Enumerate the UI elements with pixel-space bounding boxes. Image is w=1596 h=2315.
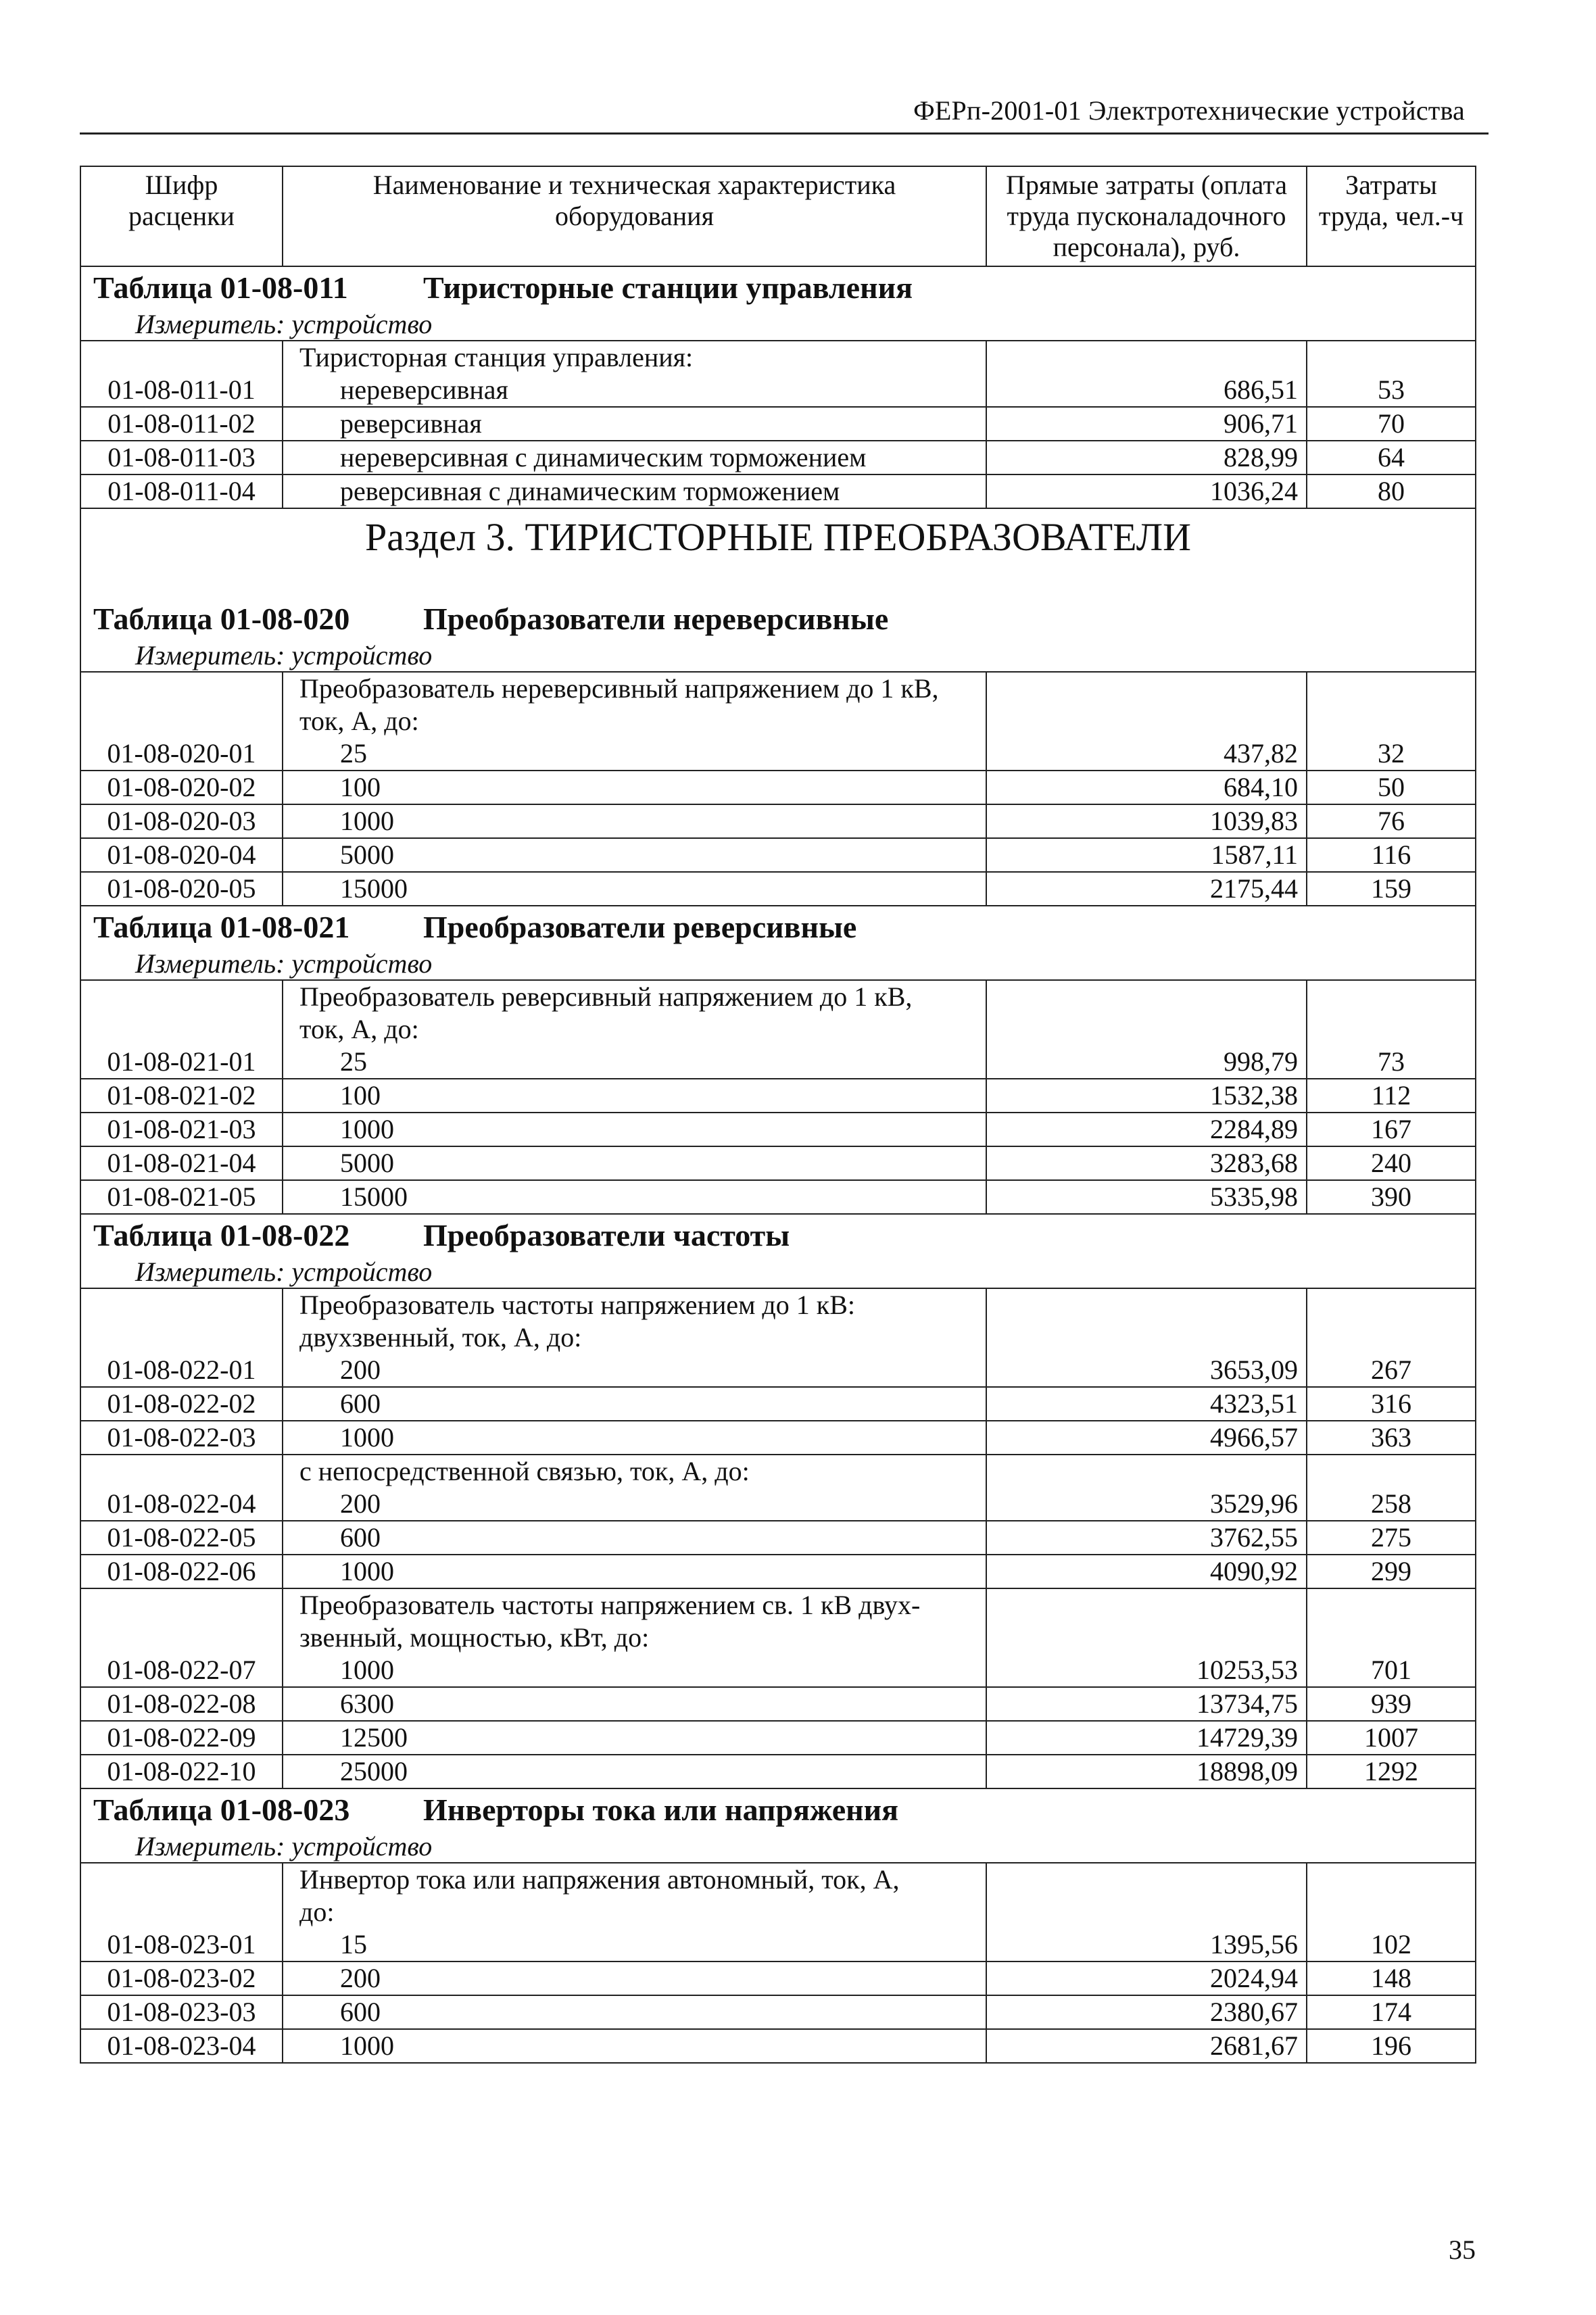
table-row [80, 1079, 1476, 1113]
table-title-row [80, 266, 1476, 309]
item-value: 600 [340, 1388, 381, 1419]
item-name [283, 407, 986, 441]
item-name [283, 771, 986, 804]
item-name [283, 1687, 986, 1721]
item-value: 25 [340, 738, 367, 769]
measure-row [80, 640, 1476, 672]
item-value: 1000 [340, 2030, 394, 2061]
section-heading-row [80, 508, 1476, 598]
labor-cost: 50 [1307, 771, 1476, 804]
direct-costs: 13734,75 [986, 1687, 1307, 1721]
labor-cost: 167 [1307, 1113, 1476, 1146]
labor-cost: 196 [1307, 2029, 1476, 2063]
table-row [80, 980, 1476, 1079]
direct-costs: 686,51 [986, 341, 1307, 407]
direct-costs: 10253,53 [986, 1588, 1307, 1687]
running-header: ФЕРп-2001-01 Электротехнические устройства [913, 95, 1465, 126]
item-name [283, 672, 986, 771]
rate-code: 01-08-022-02 [80, 1387, 283, 1421]
table-row [80, 1588, 1476, 1687]
direct-costs: 906,71 [986, 407, 1307, 441]
labor-cost: 275 [1307, 1521, 1476, 1555]
direct-costs: 3529,96 [986, 1455, 1307, 1521]
direct-costs: 4090,92 [986, 1555, 1307, 1588]
table-row [80, 1387, 1476, 1421]
table-number: Таблица 01-08-021 [93, 910, 350, 944]
table-title-row [80, 1214, 1476, 1257]
price-table [80, 166, 1476, 2064]
table-number: Таблица 01-08-011 [93, 270, 348, 305]
rate-code: 01-08-022-03 [80, 1421, 283, 1455]
measure-row [80, 309, 1476, 341]
direct-costs: 1532,38 [986, 1079, 1307, 1113]
item-value: 1000 [340, 1655, 394, 1685]
item-name [283, 1995, 986, 2029]
table-title-row [80, 598, 1476, 640]
table-number: Таблица 01-08-020 [93, 602, 350, 636]
table-row [80, 2029, 1476, 2063]
item-name [283, 341, 986, 407]
item-value: 15 [340, 1929, 367, 1959]
measure-label: Измеритель: [135, 1831, 285, 1861]
measure-label: Измеритель: [135, 948, 285, 979]
table-row [80, 1961, 1476, 1995]
labor-cost: 80 [1307, 474, 1476, 508]
table-title [80, 1214, 1476, 1257]
item-name [283, 872, 986, 906]
item-value: 200 [340, 1963, 381, 1993]
table-row [80, 441, 1476, 474]
measure-value: устройство [291, 309, 433, 339]
table-row [80, 1521, 1476, 1555]
column-header-row [80, 166, 1476, 266]
item-value: 600 [340, 1997, 381, 2027]
table-row [80, 804, 1476, 838]
labor-cost: 1007 [1307, 1721, 1476, 1755]
measure-value: устройство [291, 640, 433, 671]
table-row [80, 771, 1476, 804]
column-header-direct-costs: Прямые затраты (оплата труда пусконаладочного персонала), руб. [986, 166, 1307, 266]
group-heading-line: ток, А, до: [299, 706, 419, 736]
item-value: 25 [340, 1046, 367, 1077]
table-row [80, 1455, 1476, 1521]
direct-costs: 4323,51 [986, 1387, 1307, 1421]
measure-value: устройство [291, 1257, 433, 1287]
rate-code: 01-08-021-01 [80, 980, 283, 1079]
group-heading-line: Тиристорная станция управления: [299, 342, 694, 372]
measure-unit [80, 640, 1476, 672]
item-value: 600 [340, 1522, 381, 1553]
item-name [283, 1180, 986, 1214]
direct-costs: 684,10 [986, 771, 1307, 804]
table-row [80, 1555, 1476, 1588]
table-title-row [80, 1788, 1476, 1831]
labor-cost: 53 [1307, 341, 1476, 407]
direct-costs: 2284,89 [986, 1113, 1307, 1146]
rate-code: 01-08-022-04 [80, 1455, 283, 1521]
labor-cost: 148 [1307, 1961, 1476, 1995]
item-value: 100 [340, 772, 381, 802]
item-name [283, 1079, 986, 1113]
group-heading-line: двухзвенный, ток, А, до: [299, 1322, 582, 1353]
table-name: Преобразователи частоты [423, 1218, 790, 1252]
labor-cost: 73 [1307, 980, 1476, 1079]
measure-unit [80, 948, 1476, 980]
table-row [80, 1113, 1476, 1146]
item-name [283, 1555, 986, 1588]
item-value: нереверсивная с динамическим торможением [340, 442, 867, 472]
item-name [283, 1588, 986, 1687]
header-rule [80, 132, 1489, 135]
item-name [283, 1113, 986, 1146]
item-name [283, 2029, 986, 2063]
item-name [283, 1387, 986, 1421]
group-heading-line: Преобразователь реверсивный напряжением до 1 кВ, [299, 981, 913, 1012]
measure-unit [80, 1831, 1476, 1863]
labor-cost: 390 [1307, 1180, 1476, 1214]
table-row [80, 474, 1476, 508]
direct-costs: 1039,83 [986, 804, 1307, 838]
item-value: реверсивная [340, 408, 482, 439]
item-value: реверсивная с динамическим торможением [340, 476, 840, 506]
direct-costs: 1395,56 [986, 1863, 1307, 1961]
group-heading-line: с непосредственной связью, ток, А, до: [299, 1456, 750, 1486]
measure-label: Измеритель: [135, 640, 285, 671]
item-value: 1000 [340, 806, 394, 836]
item-name [283, 1521, 986, 1555]
item-name [283, 1755, 986, 1788]
direct-costs: 437,82 [986, 672, 1307, 771]
labor-cost: 32 [1307, 672, 1476, 771]
measure-row [80, 1257, 1476, 1288]
table-row [80, 872, 1476, 906]
rate-code: 01-08-020-01 [80, 672, 283, 771]
direct-costs: 2175,44 [986, 872, 1307, 906]
table-title [80, 906, 1476, 948]
rate-code: 01-08-020-05 [80, 872, 283, 906]
item-name [283, 1146, 986, 1180]
rate-code: 01-08-023-03 [80, 1995, 283, 2029]
rate-code: 01-08-023-01 [80, 1863, 283, 1961]
table-title-row [80, 906, 1476, 948]
rate-code: 01-08-022-09 [80, 1721, 283, 1755]
item-value: 6300 [340, 1688, 394, 1719]
item-value: 5000 [340, 839, 394, 870]
table-row [80, 1755, 1476, 1788]
table-row [80, 672, 1476, 771]
direct-costs: 2681,67 [986, 2029, 1307, 2063]
rate-code: 01-08-011-03 [80, 441, 283, 474]
item-value: 25000 [340, 1756, 408, 1786]
direct-costs: 18898,09 [986, 1755, 1307, 1788]
item-name [283, 441, 986, 474]
item-value: 1000 [340, 1422, 394, 1453]
labor-cost: 316 [1307, 1387, 1476, 1421]
rate-code: 01-08-022-01 [80, 1288, 283, 1387]
measure-unit [80, 309, 1476, 341]
item-name [283, 1721, 986, 1755]
labor-cost: 159 [1307, 872, 1476, 906]
rate-code: 01-08-021-05 [80, 1180, 283, 1214]
labor-cost: 240 [1307, 1146, 1476, 1180]
rate-code: 01-08-022-06 [80, 1555, 283, 1588]
table-number: Таблица 01-08-023 [93, 1793, 350, 1827]
item-name [283, 1288, 986, 1387]
measure-label: Измеритель: [135, 309, 285, 339]
rate-code: 01-08-011-01 [80, 341, 283, 407]
direct-costs: 3283,68 [986, 1146, 1307, 1180]
group-heading-line: ток, А, до: [299, 1014, 419, 1044]
table-row [80, 1421, 1476, 1455]
labor-cost: 174 [1307, 1995, 1476, 2029]
measure-row [80, 948, 1476, 980]
item-name [283, 474, 986, 508]
item-name [283, 1455, 986, 1521]
rate-code: 01-08-022-08 [80, 1687, 283, 1721]
table-title [80, 266, 1476, 309]
labor-cost: 112 [1307, 1079, 1476, 1113]
item-value: 200 [340, 1355, 381, 1385]
item-value: 100 [340, 1080, 381, 1111]
labor-cost: 1292 [1307, 1755, 1476, 1788]
table-row [80, 1146, 1476, 1180]
group-heading-line: до: [299, 1897, 335, 1927]
item-value: 1000 [340, 1556, 394, 1586]
table-row [80, 407, 1476, 441]
table-row [80, 341, 1476, 407]
measure-unit [80, 1257, 1476, 1288]
measure-label: Измеритель: [135, 1257, 285, 1287]
group-heading-line: Преобразователь нереверсивный напряжением до 1 кВ, [299, 673, 939, 704]
group-heading-line: звенный, мощностью, кВт, до: [299, 1622, 650, 1653]
group-heading-line: Инвертор тока или напряжения автономный, ток, А, [299, 1864, 900, 1895]
table-name: Преобразователи реверсивные [423, 910, 857, 944]
item-name [283, 980, 986, 1079]
direct-costs: 3762,55 [986, 1521, 1307, 1555]
item-value: 1000 [340, 1114, 394, 1144]
rate-code: 01-08-020-03 [80, 804, 283, 838]
labor-cost: 267 [1307, 1288, 1476, 1387]
measure-value: устройство [291, 948, 433, 979]
labor-cost: 258 [1307, 1455, 1476, 1521]
direct-costs: 14729,39 [986, 1721, 1307, 1755]
table-row [80, 1721, 1476, 1755]
labor-cost: 939 [1307, 1687, 1476, 1721]
table-title [80, 598, 1476, 640]
direct-costs: 828,99 [986, 441, 1307, 474]
item-value: 15000 [340, 873, 408, 904]
direct-costs: 2024,94 [986, 1961, 1307, 1995]
labor-cost: 363 [1307, 1421, 1476, 1455]
table-row [80, 1995, 1476, 2029]
rate-code: 01-08-021-02 [80, 1079, 283, 1113]
labor-cost: 116 [1307, 838, 1476, 872]
item-name [283, 1863, 986, 1961]
table-row [80, 1687, 1476, 1721]
direct-costs: 998,79 [986, 980, 1307, 1079]
rate-code: 01-08-023-02 [80, 1961, 283, 1995]
rate-code: 01-08-020-02 [80, 771, 283, 804]
table-name: Преобразователи нереверсивные [423, 602, 889, 636]
labor-cost: 102 [1307, 1863, 1476, 1961]
item-name [283, 838, 986, 872]
section-heading: Раздел 3. ТИРИСТОРНЫЕ ПРЕОБРАЗОВАТЕЛИ [80, 508, 1476, 598]
table-name: Инверторы тока или напряжения [423, 1793, 899, 1827]
rate-code: 01-08-022-10 [80, 1755, 283, 1788]
rate-code: 01-08-011-04 [80, 474, 283, 508]
labor-cost: 70 [1307, 407, 1476, 441]
labor-cost: 64 [1307, 441, 1476, 474]
direct-costs: 2380,67 [986, 1995, 1307, 2029]
table-row [80, 838, 1476, 872]
measure-value: устройство [291, 1831, 433, 1861]
column-header-name: Наименование и техническая характеристика оборудования [283, 166, 986, 266]
table-name: Тиристорные станции управления [423, 270, 913, 305]
item-value: 5000 [340, 1148, 394, 1178]
rate-code: 01-08-020-04 [80, 838, 283, 872]
rate-code: 01-08-023-04 [80, 2029, 283, 2063]
item-value: 15000 [340, 1181, 408, 1212]
rate-code: 01-08-022-05 [80, 1521, 283, 1555]
direct-costs: 1036,24 [986, 474, 1307, 508]
rate-code: 01-08-021-04 [80, 1146, 283, 1180]
labor-cost: 76 [1307, 804, 1476, 838]
direct-costs: 5335,98 [986, 1180, 1307, 1214]
measure-row [80, 1831, 1476, 1863]
table-row [80, 1288, 1476, 1387]
item-name [283, 1421, 986, 1455]
labor-cost: 299 [1307, 1555, 1476, 1588]
page-number: 35 [1449, 2235, 1476, 2265]
item-value: 12500 [340, 1722, 408, 1753]
item-name [283, 804, 986, 838]
rate-code: 01-08-011-02 [80, 407, 283, 441]
direct-costs: 3653,09 [986, 1288, 1307, 1387]
table-title [80, 1788, 1476, 1831]
item-name [283, 1961, 986, 1995]
table-number: Таблица 01-08-022 [93, 1218, 350, 1252]
direct-costs: 4966,57 [986, 1421, 1307, 1455]
direct-costs: 1587,11 [986, 838, 1307, 872]
rate-code: 01-08-022-07 [80, 1588, 283, 1687]
labor-cost: 701 [1307, 1588, 1476, 1687]
group-heading-line: Преобразователь частоты напряжением св. 1 кВ двух- [299, 1590, 921, 1620]
item-value: 200 [340, 1488, 381, 1519]
item-value: нереверсивная [340, 374, 508, 405]
column-header-labor: Затраты труда, чел.-ч [1307, 166, 1476, 266]
table-row [80, 1180, 1476, 1214]
group-heading-line: Преобразователь частоты напряжением до 1 кВ: [299, 1290, 855, 1320]
table-row [80, 1863, 1476, 1961]
column-header-code: Шифр расценки [80, 166, 283, 266]
rate-code: 01-08-021-03 [80, 1113, 283, 1146]
